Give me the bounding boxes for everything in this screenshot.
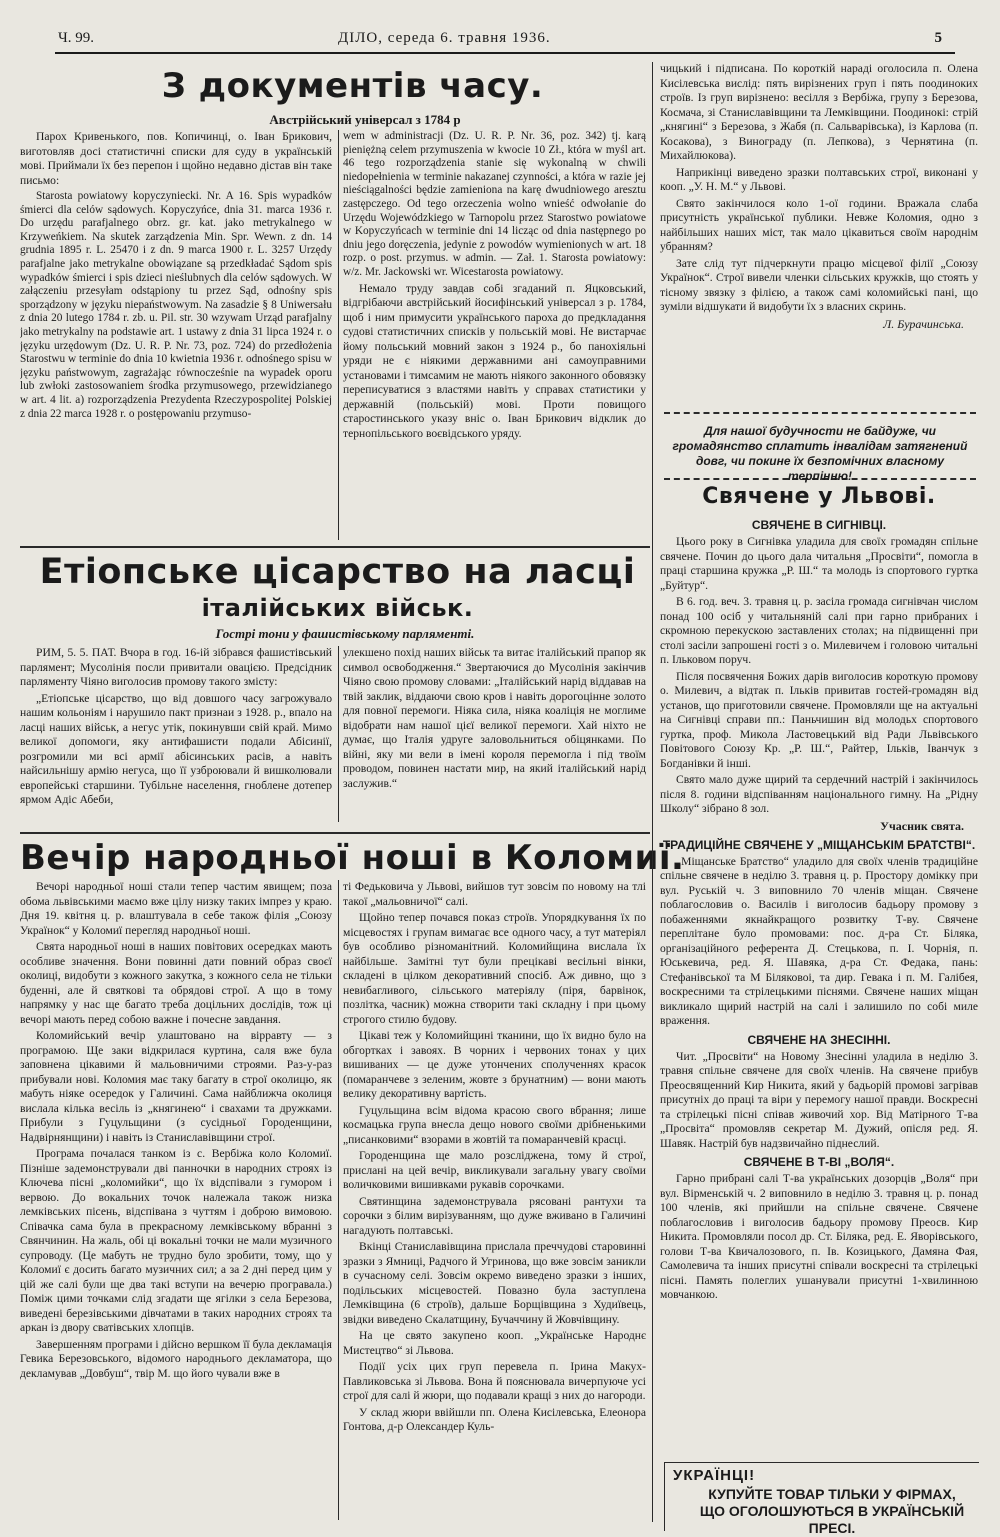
section-para: „Міщанське Братство“ уладило для своїх членів традиційне спільне свячене в неділю 3. травня ц. р. Просторy доміккy при вул. Руській ч. 3 виповнило 70 членів міщан. Свячене поблагословив о. Василів і виголосив бадьору промову з побаженнями якнайкращого розвитку Т-ву. Свячене переплітане було промовами: пос. д-ра Ст. Біляка, організаційного референта Д. Стецькова, п. І. Чорнія, п. Юськевича, ред. Я. Шавяка, д-ра Ст. Федака, пань: Стефанівської та М Біляковоі, та дир. Гевака і п. М. Галібея, воскресними та стрілецькими піснями. Свячене наших міщан викликало щирий настрій на салі і залишило по собі миле враження. [660,854,978,1027]
article3-para: ті Федьковича у Львові, вийшов тут зовсім по новому на тлі такої „мальовничої“ салі. [343,880,646,908]
ad-text: КУПУЙТЕ ТОВАР ТІЛЬКИ У ФІРМАХ, ЩО ОГОЛОШУЮТЬСЯ В УКРАЇНСЬКІЙ ПРЕСІ. [699,1486,965,1536]
section-para: Чит. „Просвіти“ на Новому Знесінні уладила в неділю 3. травня спільне свячене для своїх членів. На свячене прибув Преосвященний Кир Никита, який у бадьорій промові загрівав присутніх до праці та віри у перемогу нашої правди. Воскресні та стрілецькі пісні співав живочий хор. Від Матірного Т-ва „Просвіта“ промовляв секретар М. Дужий, опісля ред. Я. Шавяк. Настрій був надзвичайно піднеслий. [660,1049,978,1150]
article3-para: Свято закінчилося коло 1-ої години. Вражала слаба присутність української публики. Невже Коломия, одно з найбільших наших міст, так мало цікавиться своїм народнім убранням? [660,196,978,253]
article3-col3 [660,62,978,402]
column-rule [338,130,339,540]
article3-para: Щойно тепер почався показ строїв. Упорядкування їх по місцевостях і групам вимагає все одного часу, а тут матеріял був особливо різноманітний. Коломийщина вислала їх найбільше. Замітні тут були прецікаві весільні вінки, складені в цілком декоративний спосіб. Аж дивно, що з невибагливого, сільського матеріялу (піря, барвінок, позлітка, часник) можна створити такі складну і при цьому строгого стилю будову. [343,911,646,1026]
section-heading: СВЯЧЕНЕ В Т-ВІ „ВОЛЯ“. [743,1155,895,1169]
article1-intro: Парох Кривенького, пов. Копичинці, о. Іван Брикович, виготовляв досі статистичні списки для суду в українській мові. Приймали їх без перепон і щойно недавно дістав він таке письмо: [20,130,332,187]
header-rule [55,52,955,54]
article3-para: Цікаві теж у Коломийщині тканини, що їх видно було на обгортках і завоях. В чорних і червоних тонах у цих вишиваних — це дуже утончених сполученнях красок (помаранчеве з зеленим, жовте з брунатним) — вони мають велику декоративну вартість. [343,1029,646,1100]
section-para: Цього року в Сигнівка уладила для своїх громадян спільне свячене. Почин до цього дала читальня „Просвіти“, помогла в праці старшина кружка „Р. Ш.“ та молодь із спортового гуртка „Буйтур“. [660,535,978,592]
article3-col2 [343,880,646,1520]
article3-para: Вкінці Станиславівщина прислала преччудові старовинні зразки з Ямниці, Радчого й Угринова, що вже зовсім заникли в сучасному селі. Зовсім окремо виведено зразки з інших, подільських місцевостей. Повазно була заступлена Лемківщина (6 строїв), дальше Борщівщина з Худиївець, звідки виведено Скалатщину, Бучаччину й Жовчівщину. [343,1240,646,1326]
article3-para: Програма почалася танком із с. Вербіжа коло Коломиї. Пізніше задемонстрували дві панночки в народних строях із Ключева пісні „коломийки“, що їх відспівали з гумором і вервою. До вокальних точок належала також низка лемківських пісень, відспівана з чуттям і доброю вимовою. Співачка сама була в прекрасному лемківському вбранні з Свянчинин. На жаль, обі ці вокальні точки не мали музичного супроводу. (Це мабуть не трудно було зробити, тому, що у Коломиї є досить багато музичних сил; а за 2 дні перед цим у цій же салі були ще два такі вступи на вечерю програвала.) Поміж цими точками слід згадати ще ягілки з села Березова, виведені березівськими дівчатами в таких народних строях та аркан із двору сватівських хлопців. [20,1147,332,1334]
section-signature: Учасник свята. [880,818,964,833]
article3-signature: Л. Бурачинська. [883,316,964,331]
article3-para: Святинщина задемонструвала рясовані рантухи та сорочки з білим вирізуванням, що дуже вживано в Галичині нагадують полтавські. [343,1194,646,1237]
article2-speech-a: „Етіопське цісарство, що від довшого часу загрожувало нашим кольоніям і нарушило пакт признаи з 1928. р., впало на ласці наших військ, а негус утік, покинувши свій край. Мимо великої допомоги, яку антифашисти подали Абісинії, розгромили ми всі армії абісинських расів, а навіть найсильнішу армію негуса, що її узброювали й вишколювали европейські старшини. Тубільне населення, гноблене дотепер ярмом Адіс Абеби, [20,691,332,806]
article1-title: З документів часу. [161,66,544,106]
appeal-text: Для нашої будучности не байдуже, чи громадянство сплатить інвалідам затягнений довг, чи покине їх безпомічних власному терпінню! [672,424,968,483]
article3-para: Гуцульщина всім відома красою свого вбрання; лише космацька група внесла дещо нового своїми дрібненькими „писанковими“ взорами в жовтій та помаранчевій красці. [343,1103,646,1146]
article3-title: Вечір народньої ноші в Коломиї. [20,838,685,878]
section-para: В 6. год. веч. 3. травня ц. р. засіла громада сигнівчан числом понад 100 осіб у читальняній салі при гарно прибраних і скромною перекускою заставлених столах; на підвищенні при столі засіли запрошені гості з о. Милевичем і головою читальні п. Ільковом поруч. [660,595,978,666]
article3-para: Події усіх цих груп перевела п. Ірина Макух-Павликовська зі Львова. Вона й пояснювала вичерпуюче усі строї для салі й жюри, що подавали кращі з них до нагороди. [343,1360,646,1402]
section-heading: ТРАДИЦІЙНЕ СВЯЧЕНЕ У „МІЩАНСЬКІМ БРАТСТВІ“. [662,837,976,852]
column-rule [652,62,653,1522]
article2-speech-b: улекшено похід наших військ та витає італійський прапор як символ освободження.“ Звертаючися до Мусолінія закінчив Чіяно свою промову словами: „Італійський нарід віддавав на твій заклик, віддаючи свою кров і навіть дорогоцінне золото для повної перемоги. Ніяка сила, ніяка коаліція не моглиме відобрати нам нашої цієї великої перемоги. Хай ніхто не думає, що Італія удруге заловольниться обіцянками. По війні, яку ми вели в імені короля перемогла і під твоїм проводом, повинен настати мир, на який італійський нарід заслужив.“ [343,646,646,790]
article1-commentary: Немало труду завдав собі згаданий п. Яцковський, відгрібаючи австрійський йосифінський універсал з р. 1784, щоб і ним примусити українського пароха до предкладання судові статистичних списків у польській мові. Не вистарчає йому польський мовний закон з 1924 р., бо панохіяльні уряди не є ніякими державними ані самоуправними установами і тимсамим не мають ніякого законного обовязку переписуватися з властями навіть у справах статистики у державній (польській) мові. Проти повищого староcтинського указу вніс о. Іван Брикович відклик до тернопільського воєвідського уряду. [343,281,646,440]
advertisement-box [664,1462,979,1536]
article3-para: чицький і підписана. По короткій нараді оголосила п. Олена Кисілевська вислід: пять вирізнених груп і пять поодиноких строїв. Із груп вирізнено: весілля з Вербіжа, групу з Березова, Космача, зі Станиславівщини та Лемківщини. Поодинокі: стрій „княгині“ з Березова, з Жабя (п. Сальварівська), із Карлова (п. Косакова), з Виноградy (п. Лепкова), з Чернятина (п. Михайлюкова). [660,62,978,162]
article3-para: У склад жюри ввійшли пп. Олена Кисілевська, Елеонора Гонтова, д-р Олександер Куль- [343,1405,646,1433]
article1-polish-letter-a: Starosta powiatowy kopyczyniecki. Nr. A 16. Spis wypadków śmierci dla celów sądowych. Kopyczyńce, dnia 31. marca 1936 r. Do urzędu parafjalnego obrz. gr. kat. jako metrykalnego w Krzyweńkiem. Na skutek zarządzenia Min. Spr. Wewn. z dn. 14 grudnia 1895 r. L. 25470 i z dn. 9 marca 1900 r. L. 3257 Urzędy parafjalne jako metrykalne obowiązane są przedkładać Sądom spis wypadków śmierci i spis dzieci nieślubnych dla celów sądowych. W załączeniu przesyłam odstąpiony tu przez Sąd, odnośny spis sporządzony w języku niepaństwowym. Na zasadzie § 8 Uniwersału z dnia 20 lutego 1784 r. zb. u. Pil. str. 30 wzywam Urząd parafjalny jako metrykalny na podstawie art. 1 ustawy z dnia 31 lipca 1924 r. o języku urzędowym (Dz. U. R. P. Nr. 73, poz. 724) do przedłożenia Starostwu w terminie do dnia 10 kwietnia 1936 r. odnośnego spisu w języku państwowym, zagrażając równocześnie na wypadek oporu lub zwłoki zastosowaniem środka przymusowego, przewidzianego w art. 4 lit. a) rozporządzenia Prezydenta Rzeczypospolitej Polskiej z dnia 22 marca 1928 r. o postępowaniu przymuso- [20,190,332,420]
article1-col2 [343,130,646,540]
article3-para: Свята народньої ноші в наших повітових осередках мають особливе значення. Вони повинні дати повний образ своєї околиці, видобути з кожного закутка, з кожного села не тільки буденні, але й святкові та обрядові строї. А що в тому напрямку у нас ще багато треба доцільних дослідів, тож ці вечорі мають перед собою важне і почесне завдання. [20,940,332,1026]
article1-subtitle: Австрійський універсал з 1784 р [269,112,461,127]
article1-polish-letter-b: wem w administracji (Dz. U. R. P. Nr. 36, poz. 342) tj. karą pieniężną celem przymuszenia w kwocie 10 Zł., która w myśl art. 46 tego rozporządzenia stanie się wykonalną w chwili niedopełnienia w terminie nakazanej czynności, a która w razie jej nieściągalności będzie zamieniona na karę dwudniowego aresztu zastępczego. Od tego orzeczenia wolno wnieść odwołanie do Urzędu Wojewódzkiego w Tarnopolu przez Starostwo powiatowe w Kopyczyńcach w terminie dni 14 licząc od dnia następnego po dniu jego doręczenia, jedynie z powodów wymienionych w art. 18 rozp. o post. przymus. w admin. — Zał. 1. Starosta powiatowy: w/z. Mr. Jackowski wr. Wicestarosta powiatowy. [343,130,646,278]
article3-para: Наприкінці виведено зразки полтавських строї, виконані у кооп. „У. Н. М.“ у Львові. [660,165,978,193]
section-heading: СВЯЧЕНЕ НА ЗНЕСІННІ. [747,1032,891,1047]
section-para: Після посвячення Божих дарів виголосив короткую промову о. Милевич, а відтак п. Ільків привитав гостей-громадян від установ, що приготовили свячене. Промовляли ще на актуальні на Сигнівці справи пп.: Паньчишин від молодьх спортового гуртка, проф. Микола Ластовецький від Ради Львівського Повітового Союзу Кр. „Р. Ш.“, Райтер, Ільків, Іванчук з Богданівки й інші. [660,669,978,770]
section-para: Свято мало дуже щирий та сердечний настрій і закінчилось після 8. години відспіванням національного гимну. На „Рідну Школу“ зібрано 8 зол. [660,773,978,815]
article4-body [660,514,978,1454]
article2-title: Етіопське цісарство на ласці [39,552,636,592]
issue-number: Ч. 99. [58,30,94,46]
article2-title-line2: італійських військ. [201,594,474,622]
masthead-date: ДІЛО, середа 6. травня 1936. [338,30,551,46]
article2-col2 [343,646,646,822]
article2-col1 [20,646,332,818]
article3-para: На це свято закупено кооп. „Українське Народнє Мистецтво“ зі Львова. [343,1329,646,1357]
article3-para: Городенщина ще мало розсліджена, тому й строї, прислані на цей вечір, викликували загальну увагу своїми воличковими вишивками рукавів сорочками. [343,1149,646,1191]
section-para: Гарно прибрані салі Т-ва українських дозорців „Воля“ при вул. Вірменській ч. 2 виповнило в неділю 3. травня ц. р. понад 100 членів, які прийшли на спільне свячене. Свячене поблагословив і виголосив бадьору промову Преосв. Кир Никита. Промовляли посол др. Ст. Біляка, ред. Е. Яворівського, голови Т-ва Квичалозового, п. Ів. Козицького, Дамяна Фая, Самолевича та інших присутні співали воскресні та стрілецькі пісні. Память полеглих ушанували присутні 1-хвилинною мовчанкою. [660,1172,978,1301]
page-number: 5 [934,30,942,46]
article3-para: Вечорі народньої ноші стали тепер частим явищем; поза обома львівськими маємо вже цілу низку таких імпрез у краю. Дня 19. квітня ц. р. влаштувала в себе також філія „Союзу Українок“ у Коломиї перегляд народньої ноші. [20,880,332,937]
page-header [58,30,950,52]
article3-para: Завершенням програми і дійсно вершком її була декламація Гевика Березовського, відомого народнього декламатора, що декламував „Довбуш“, твір М. що його чували вже в [20,1337,332,1380]
ad-title: УКРАЇНЦІ! [673,1467,756,1484]
article3-col1 [20,880,332,1520]
article-separator [20,832,650,834]
article1-col1 [20,130,332,540]
article-separator [20,546,650,548]
article3-para: Зате слід тут підчеркнути працю місцевої філії „Союзу Українок“. Строї вивели членки сільських кружків, що стоять у тісному звязку з філією, а також самі коломийські пані, що зуміли відшукати й видобути їх з власних скринь. [660,256,978,313]
article2-subtitle: Гострі тони у фашистівському парляменті. [215,626,475,641]
column-rule [338,646,339,822]
article3-para: Коломийський вечір улаштовано на вірравту — з програмою. Ще заки відкрилася куртина, саля вже була заповнена цікавими й мальовничими строями. Раз-у-раз прибували нові. Коломия має таку багату в строї околицю, як мабуть ніяке осередок у Галичині. Сама найближча околиця виcлала кілька весіль із „княгинею“ і свахами та дружками. Прибули з Гуцульщини (з сусідньої Городенщини, Надвірнянщини) і навіть із Станиславівщини строї. [20,1029,332,1144]
column-rule [338,880,339,1520]
appeal-box [664,412,976,483]
section-heading: СВЯЧЕНЕ В СИГНІВЦІ. [751,518,887,532]
article4-title: Свячене у Львові. [702,484,936,509]
article2-dateline: РИМ, 5. 5. ПАТ. Вчора в год. 16-ій зібрався фашистівський парлямент; Мусолінія посли привитали овацією. Предсідник парляменту Чіяно виголосив промову такого змісту: [20,646,332,688]
